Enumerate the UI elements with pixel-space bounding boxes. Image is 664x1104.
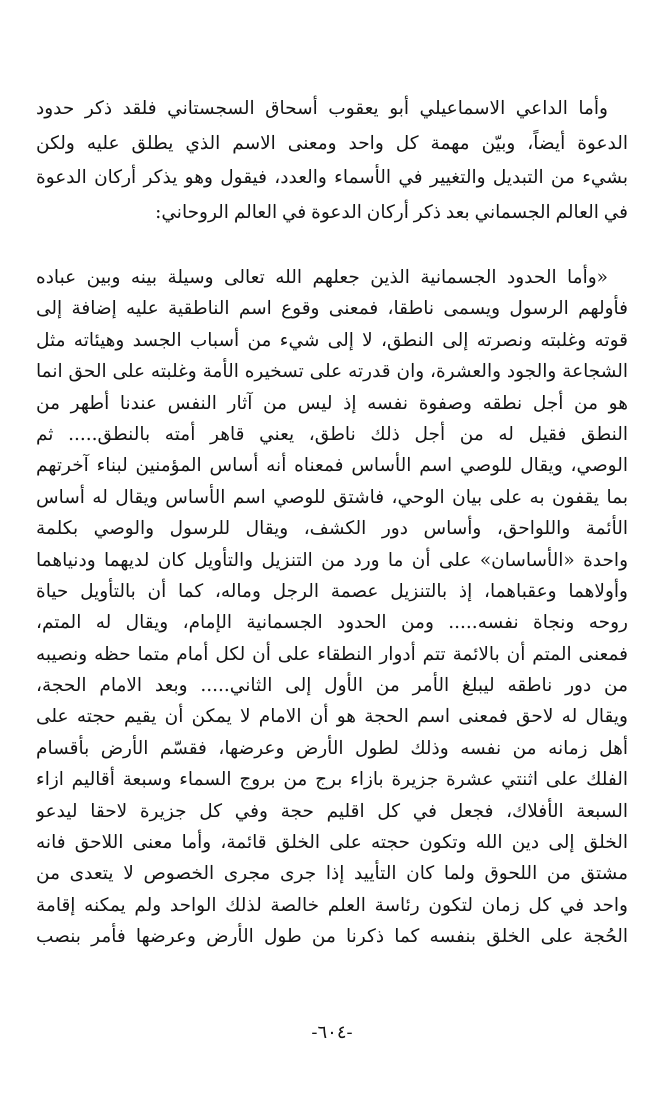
text-line: النطق فقيل له من أجل ذلك ناطق، يعني قاهر أمته بالنطق..... ثم [36, 423, 628, 445]
text-line: قوته وغلبته ونصرته إلى النطق، لا إلى شيء من أسباب الجسد وهيئاته مثل [36, 329, 628, 351]
text-line: من دور ناطقه ليبلغ الأمر من الأول إلى الثاني..... وبعد الامام الحجة، [36, 675, 628, 697]
text-line: السبعة الأفلاك، فجعل في كل اقليم حجة وفي كل جزيرة لاحقا ليدعو [36, 800, 628, 822]
text-line: فأولهم الرسول ويسمى ناطقا، فمعنى وقوع اسم الناطقية عليه إضافة إلى [36, 298, 628, 320]
text-line: مشتق من اللحوق ولما كان التأييد إذا جرى مجرى الخصوص لا يتعدى من [36, 863, 628, 885]
text-line: وأولاهما وعقباهما، إذ بالتنزيل عصمة الرجل وماله، كما أن بالتأويل حياة [36, 580, 628, 602]
text-line: الحُجة على الخلق بنفسه كما ذكرنا من طول الأرض وعرضها فأمر بنصب [36, 926, 628, 948]
text-line: هو من أجل نطقه وصفوة نفسه إذ ليس من آثار النفس عندنا أطهر من [36, 392, 628, 414]
text-line: الدعوة أيضاً، وبيّن مهمة كل واحد ومعنى الاسم الذي يطلق عليه ولكن [36, 132, 628, 154]
text-line: واحدة «الأساسان» على أن ما ورد من التنزيل والتأويل كان لديهما ودنياهما [36, 549, 628, 571]
text-line: في العالم الجسماني بعد ذكر أركان الدعوة في العالم الروحاني: [155, 201, 628, 223]
text-line: أهل زمانه من نفسه وذلك لطول الأرض وعرضها، فقسّم الأرض بأقسام [36, 737, 628, 759]
text-line: روحه ونجاة نفسه..... ومن الحدود الجسمانية الإمام، ويقال له المتم، [36, 612, 628, 634]
text-line: بشيء من التبديل والتغيير في الأسماء والعدد، فيقول وهو يذكر أركان الدعوة [36, 167, 628, 188]
text-line: فمعنى المتم أن بالائمة تتم أدوار النطقاء على أن لكل أمام متما حظه ونصيبه [36, 643, 628, 665]
text-line: وأما الداعي الاسماعيلي أبو يعقوب أسحاق السجستاني فلقد ذكر حدود [36, 98, 608, 119]
page-number: -٦٠٤- [311, 1022, 353, 1043]
text-line: ويقال له لاحق فمعنى اسم الحجة هو أن الامام لا يمكن أن يقيم حجته على [36, 706, 628, 728]
text-line: «وأما الحدود الجسمانية الذين جعلهم الله تعالى وسيلة بينه وبين عباده [36, 267, 608, 288]
text-line: الأئمة واللواحق، وأساس دور الكشف، ويقال للرسول والوصي بكلمة [36, 518, 628, 540]
text-line: واحد في كل زمان لتكون رئاسة العلم خالصة لذلك الواحد ولم يمكنه إقامة [36, 894, 628, 916]
text-line: بما يقفون به على بيان الوحي، فاشتق للوصي اسم الأساس ويقال له أساس [36, 486, 628, 508]
text-line: الخلق إلى دين الله وتكون حجته على الخلق قائمة، وأما معنى اللاحق فانه [36, 832, 628, 854]
text-line: الفلك على اثنتي عشرة جزيرة بازاء برج من بروج السماء وسبعة أقاليم ازاء [36, 769, 628, 791]
text-line: الوصي، ويقال للوصي اسم الأساس فمعناه أنه أساس المؤمنين لبناء آخرتهم [36, 455, 628, 477]
quoted-passage [36, 262, 628, 953]
text-line: الشجاعة والجود والعشرة، وان قدرته على تسخيره الأمة وغلبته على الحق انما [36, 361, 628, 383]
intro-paragraph [36, 92, 628, 230]
